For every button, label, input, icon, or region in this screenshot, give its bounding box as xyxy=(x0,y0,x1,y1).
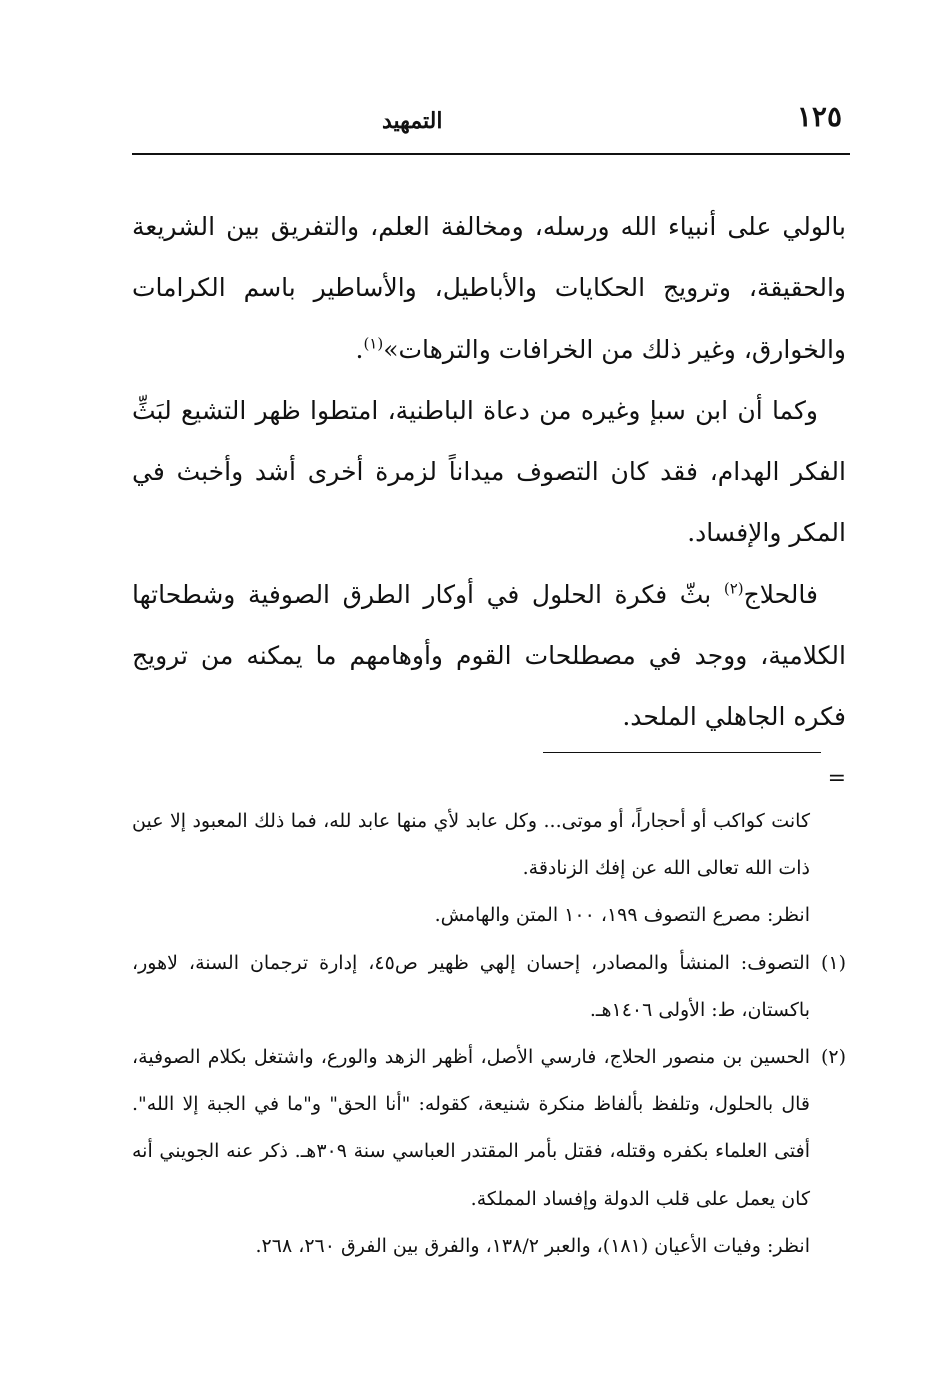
continuation-mark: = xyxy=(827,766,846,791)
paragraph-3 xyxy=(132,564,846,748)
footnote-ref-2: (٢) xyxy=(723,579,744,598)
page-number: ١٢٥ xyxy=(796,100,842,133)
footnote-2-number: (٢) xyxy=(820,1046,846,1069)
footnote-continuation-see: انظر: مصرع التصوف ١٩٩، ١٠٠ المتن والهامش. xyxy=(434,904,810,927)
running-title: التمهيد xyxy=(382,108,443,134)
footnote-2 xyxy=(132,1034,846,1223)
main-text xyxy=(132,196,846,748)
paragraph-2: وكما أن ابن سبإ وغيره من دعاة الباطنية، امتطوا ظهر التشيع لبَثِّ الفكر الهدام، فقد كان التصوف ميداناً لزمرة أخرى أشد وأخبث في المكر والإفساد. xyxy=(132,395,846,548)
footnote-1-text: التصوف: المنشأ والمصادر، إحسان إلهي ظهير ص٤٥، إدارة ترجمان السنة، لاهور، باكستان، ط: الأولى ١٤٠٦هـ. xyxy=(132,951,810,1021)
footnote-1-number: (١) xyxy=(820,951,846,974)
footnote-2-text: الحسين بن منصور الحلاج، فارسي الأصل، أظهر الزهد والورع، واشتغل بكلام الصوفية، قال بالحلول، وتلفظ بألفاظ منكرة شنيعة، كقوله: "أنا الحق" و"ما في الجبة إلا الله". أفتى العلماء بكفره وقتله، فقتل بأمر المقتدر العباسي سنة ٣٠٩هـ. ذكر عنه الجويني أنه كان يعمل على قلب الدولة وإفساد المملكة. xyxy=(132,1046,810,1210)
footnote-1 xyxy=(132,940,846,1034)
footnote-2-see: انظر: وفيات الأعيان (١٨١)، والعبر ١٣٨/٢، والفرق بين الفرق ٢٦٠، ٢٦٨. xyxy=(255,1234,810,1257)
paragraph-3-rest: بثّ فكرة الحلول في أوكار الطرق الصوفية وشطحاتها الكلامية، ووجد في مصطلحات القوم وأوهامهم ما يمكنه من ترويج فكره الجاهلي الملحد. xyxy=(132,579,846,732)
footnotes xyxy=(132,798,846,1270)
page-header xyxy=(132,100,850,148)
footnote-rule xyxy=(543,752,821,753)
paragraph-1 xyxy=(132,196,846,380)
paragraph-1-text: بالولي على أنبياء الله ورسله، ومخالفة العلم، والتفريق بين الشريعة والحقيقة، وترويج الحكايات والأباطيل، والأساطير باسم الكرامات والخوارق، وغير ذلك من الخرافات والترهات» xyxy=(132,212,846,364)
footnote-continuation: كانت كواكب أو أحجاراً، أو موتى... وكل عابد لأي منها عابد لله، فما ذلك المعبود إلا عين ذات الله تعالى الله عن إفك الزنادقة. xyxy=(132,810,810,880)
paragraph-3-start: فالحلاج xyxy=(743,579,818,609)
footnote-ref-1: (١) xyxy=(363,334,384,353)
header-rule xyxy=(132,153,850,155)
paragraph-1-end: . xyxy=(355,334,364,364)
